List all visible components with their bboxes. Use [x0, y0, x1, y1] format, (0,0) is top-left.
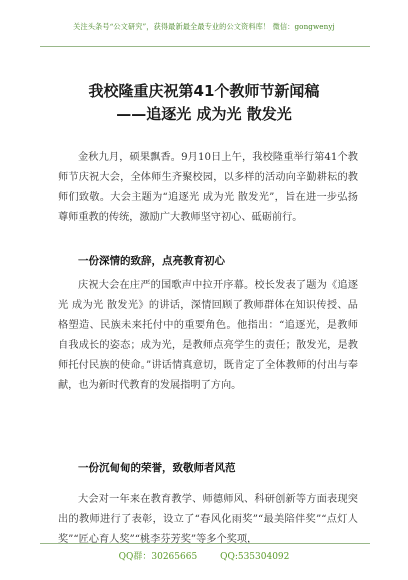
- document-subtitle: ——追逐光 成为光 散发光: [116, 105, 292, 123]
- footer-contact: [0, 549, 408, 562]
- footer-qq: QQ:535304092: [220, 552, 290, 562]
- paragraph-honors: 大会对一年来在教育教学、师德师风、科研创新等方面表现突出的教师进行了表彰，设立了“春风化雨奖”“最美陪伴奖”“点灯人奖”“匠心育人奖”“桃李芬芳奖”等多个奖项，: [58, 494, 358, 545]
- paragraph-intro: 金秋九月，硕果飘香。9月10日上午，我校隆重举行第41个教师节庆祝大会，全体师生齐聚校园，以多样的活动向辛勤耕耘的教师们致敬。大会主题为“追逐光 成为光 散发光”，旨在进一步弘扬尊师重教的传统，激励广大教师坚守初心、砥砺前行。: [58, 152, 358, 223]
- document-title: 我校隆重庆祝第41个教师节新闻稿: [88, 82, 320, 100]
- section-heading-honors: 一份沉甸甸的荣誉，致敬师者风范: [78, 462, 236, 474]
- header-promo-note: 关注头条号“公文研究”，获得最新最全最专业的公文资料库！ 微信：gongwenyj: [73, 22, 335, 31]
- paragraph-speech: 庆祝大会在庄严的国歌声中拉开序幕。校长发表了题为《追逐光 成为光 散发光》的讲话，深情回顾了教师群体在知识传授、品格塑造、民族未来托付中的重要角色。他指出：“追逐光，是教师自我成长的姿态；成为光，是教师点亮学生的责任；散发光，是教师托付民族的使命。”讲话情真意切，既肯定了全体教师的付出与奉献，也为新时代教育的发展指明了方向。: [58, 280, 358, 391]
- footer-divider: [40, 543, 370, 544]
- header-divider: [40, 46, 370, 47]
- footer-qq-group: QQ群：30265665: [118, 552, 198, 562]
- section-heading-speech: 一份深情的致辞，点亮教育初心: [78, 255, 225, 267]
